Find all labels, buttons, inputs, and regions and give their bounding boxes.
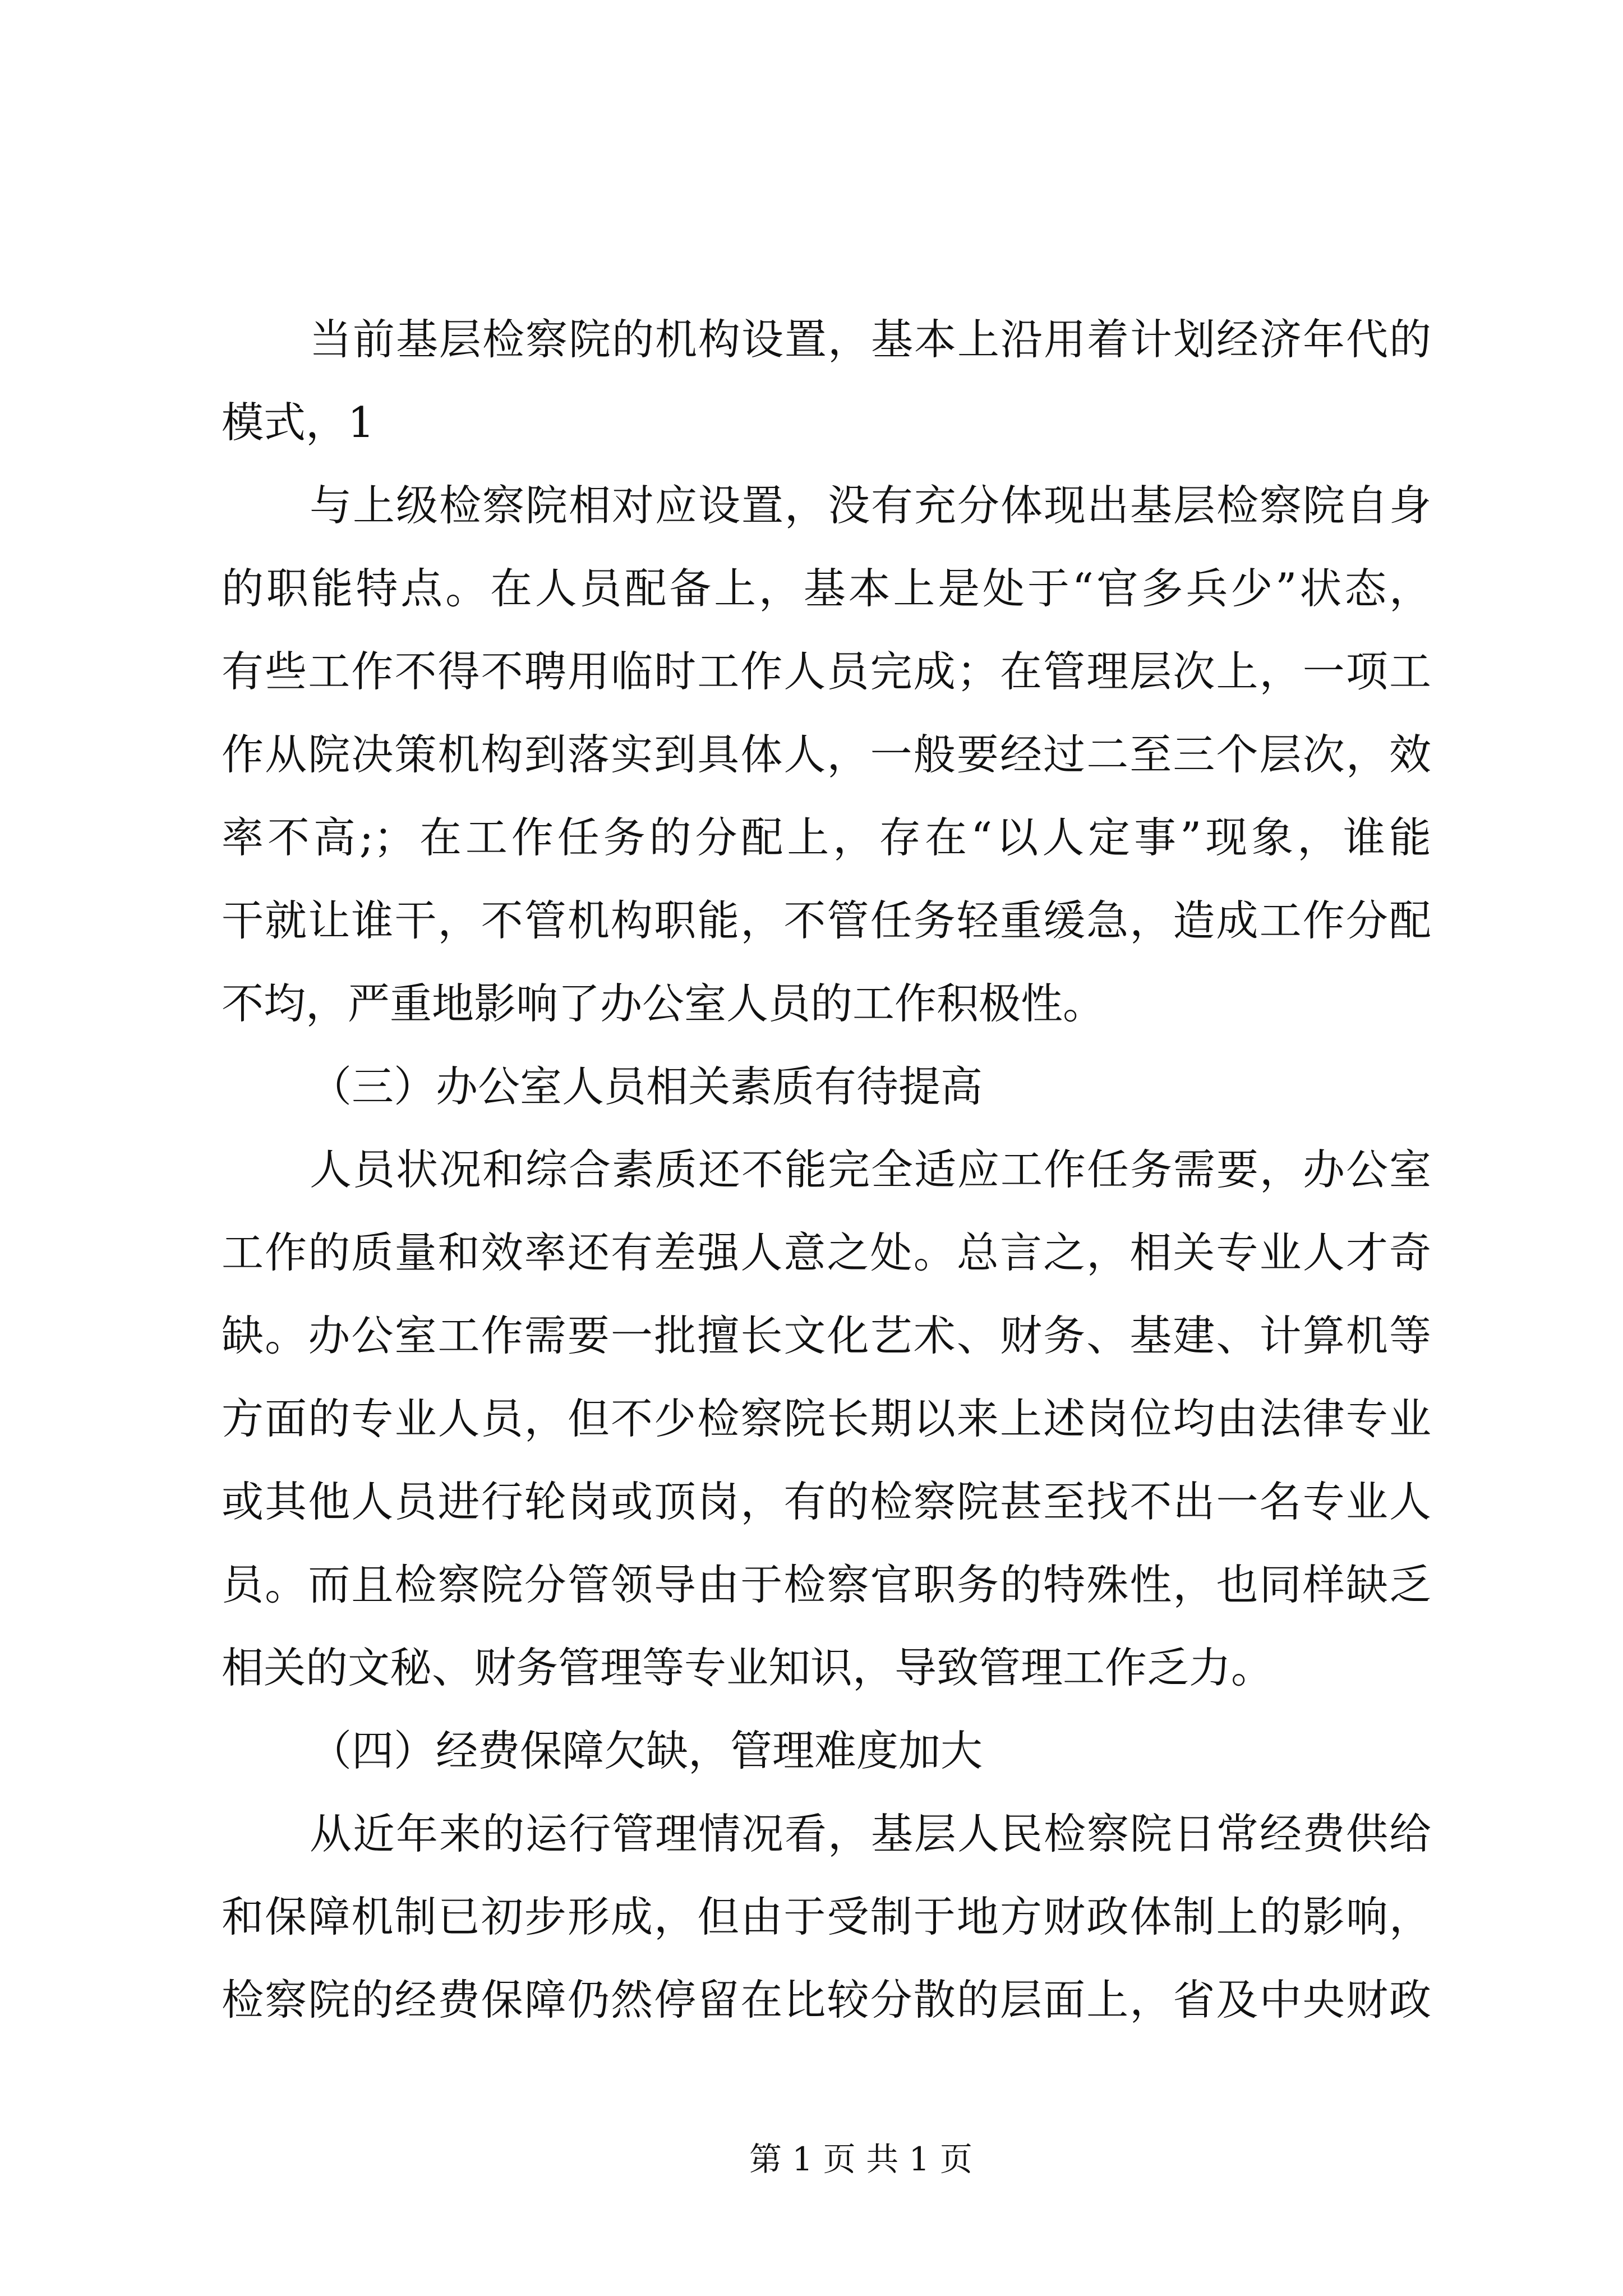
paragraph-line: 人员状况和综合素质还不能完全适应工作任务需要，办公室 bbox=[310, 1145, 1431, 1194]
paragraph-line: 工作的质量和效率还有差强人意之处。总言之，相关专业人才奇 bbox=[222, 1228, 1431, 1277]
paragraph-line: 与上级检察院相对应设置，没有充分体现出基层检察院自身 bbox=[310, 481, 1431, 530]
document-body bbox=[222, 298, 1431, 2041]
paragraph-line: 作从院决策机构到落实到具体人，一般要经过二至三个层次，效 bbox=[222, 730, 1431, 779]
section-heading-three: （三）办公室人员相关素质有待提高 bbox=[310, 1062, 983, 1111]
paragraph-funding bbox=[222, 1792, 1431, 2041]
section-heading-four: （四）经费保障欠缺，管理难度加大 bbox=[310, 1726, 983, 1775]
paragraph-line: 相关的文秘、财务管理等专业知识，导致管理工作乏力。 bbox=[222, 1643, 1274, 1692]
paragraph-line: 不均，严重地影响了办公室人员的工作积极性。 bbox=[222, 979, 1105, 1028]
paragraph-line: 员。而且检察院分管领导由于检察官职务的特殊性，也同样缺乏 bbox=[222, 1560, 1431, 1609]
paragraph-line: 和保障机制已初步形成，但由于受制于地方财政体制上的影响， bbox=[222, 1892, 1431, 1941]
paragraph-line: 检察院的经费保障仍然停留在比较分散的层面上，省及中央财政 bbox=[222, 1975, 1431, 2024]
page-footer: 第 1 页 共 1 页 bbox=[749, 2140, 972, 2178]
paragraph-institution-setup bbox=[222, 298, 1431, 464]
paragraph-line: 模式，1 bbox=[222, 398, 375, 447]
paragraph-line: 干就让谁干，不管机构职能，不管任务轻重缓急，造成工作分配 bbox=[222, 896, 1431, 945]
paragraph-line: 缺。办公室工作需要一批擅长文化艺术、财务、基建、计算机等 bbox=[222, 1311, 1431, 1360]
paragraph-line: 方面的专业人员，但不少检察院长期以来上述岗位均由法律专业 bbox=[222, 1394, 1431, 1443]
paragraph-line: 有些工作不得不聘用临时工作人员完成；在管理层次上，一项工 bbox=[222, 647, 1431, 696]
paragraph-structure-issues bbox=[222, 464, 1431, 1045]
paragraph-personnel-quality bbox=[222, 1128, 1431, 1709]
paragraph-line: 率不高;；在工作任务的分配上，存在“以人定事”现象，谁能 bbox=[222, 813, 1431, 862]
paragraph-line: 当前基层检察院的机构设置，基本上沿用着计划经济年代的 bbox=[310, 315, 1431, 364]
paragraph-line: 从近年来的运行管理情况看，基层人民检察院日常经费供给 bbox=[310, 1809, 1431, 1858]
paragraph-line: 或其他人员进行轮岗或顶岗，有的检察院甚至找不出一名专业人 bbox=[222, 1477, 1431, 1526]
paragraph-line: 的职能特点。在人员配备上，基本上是处于“官多兵少”状态， bbox=[222, 564, 1431, 613]
